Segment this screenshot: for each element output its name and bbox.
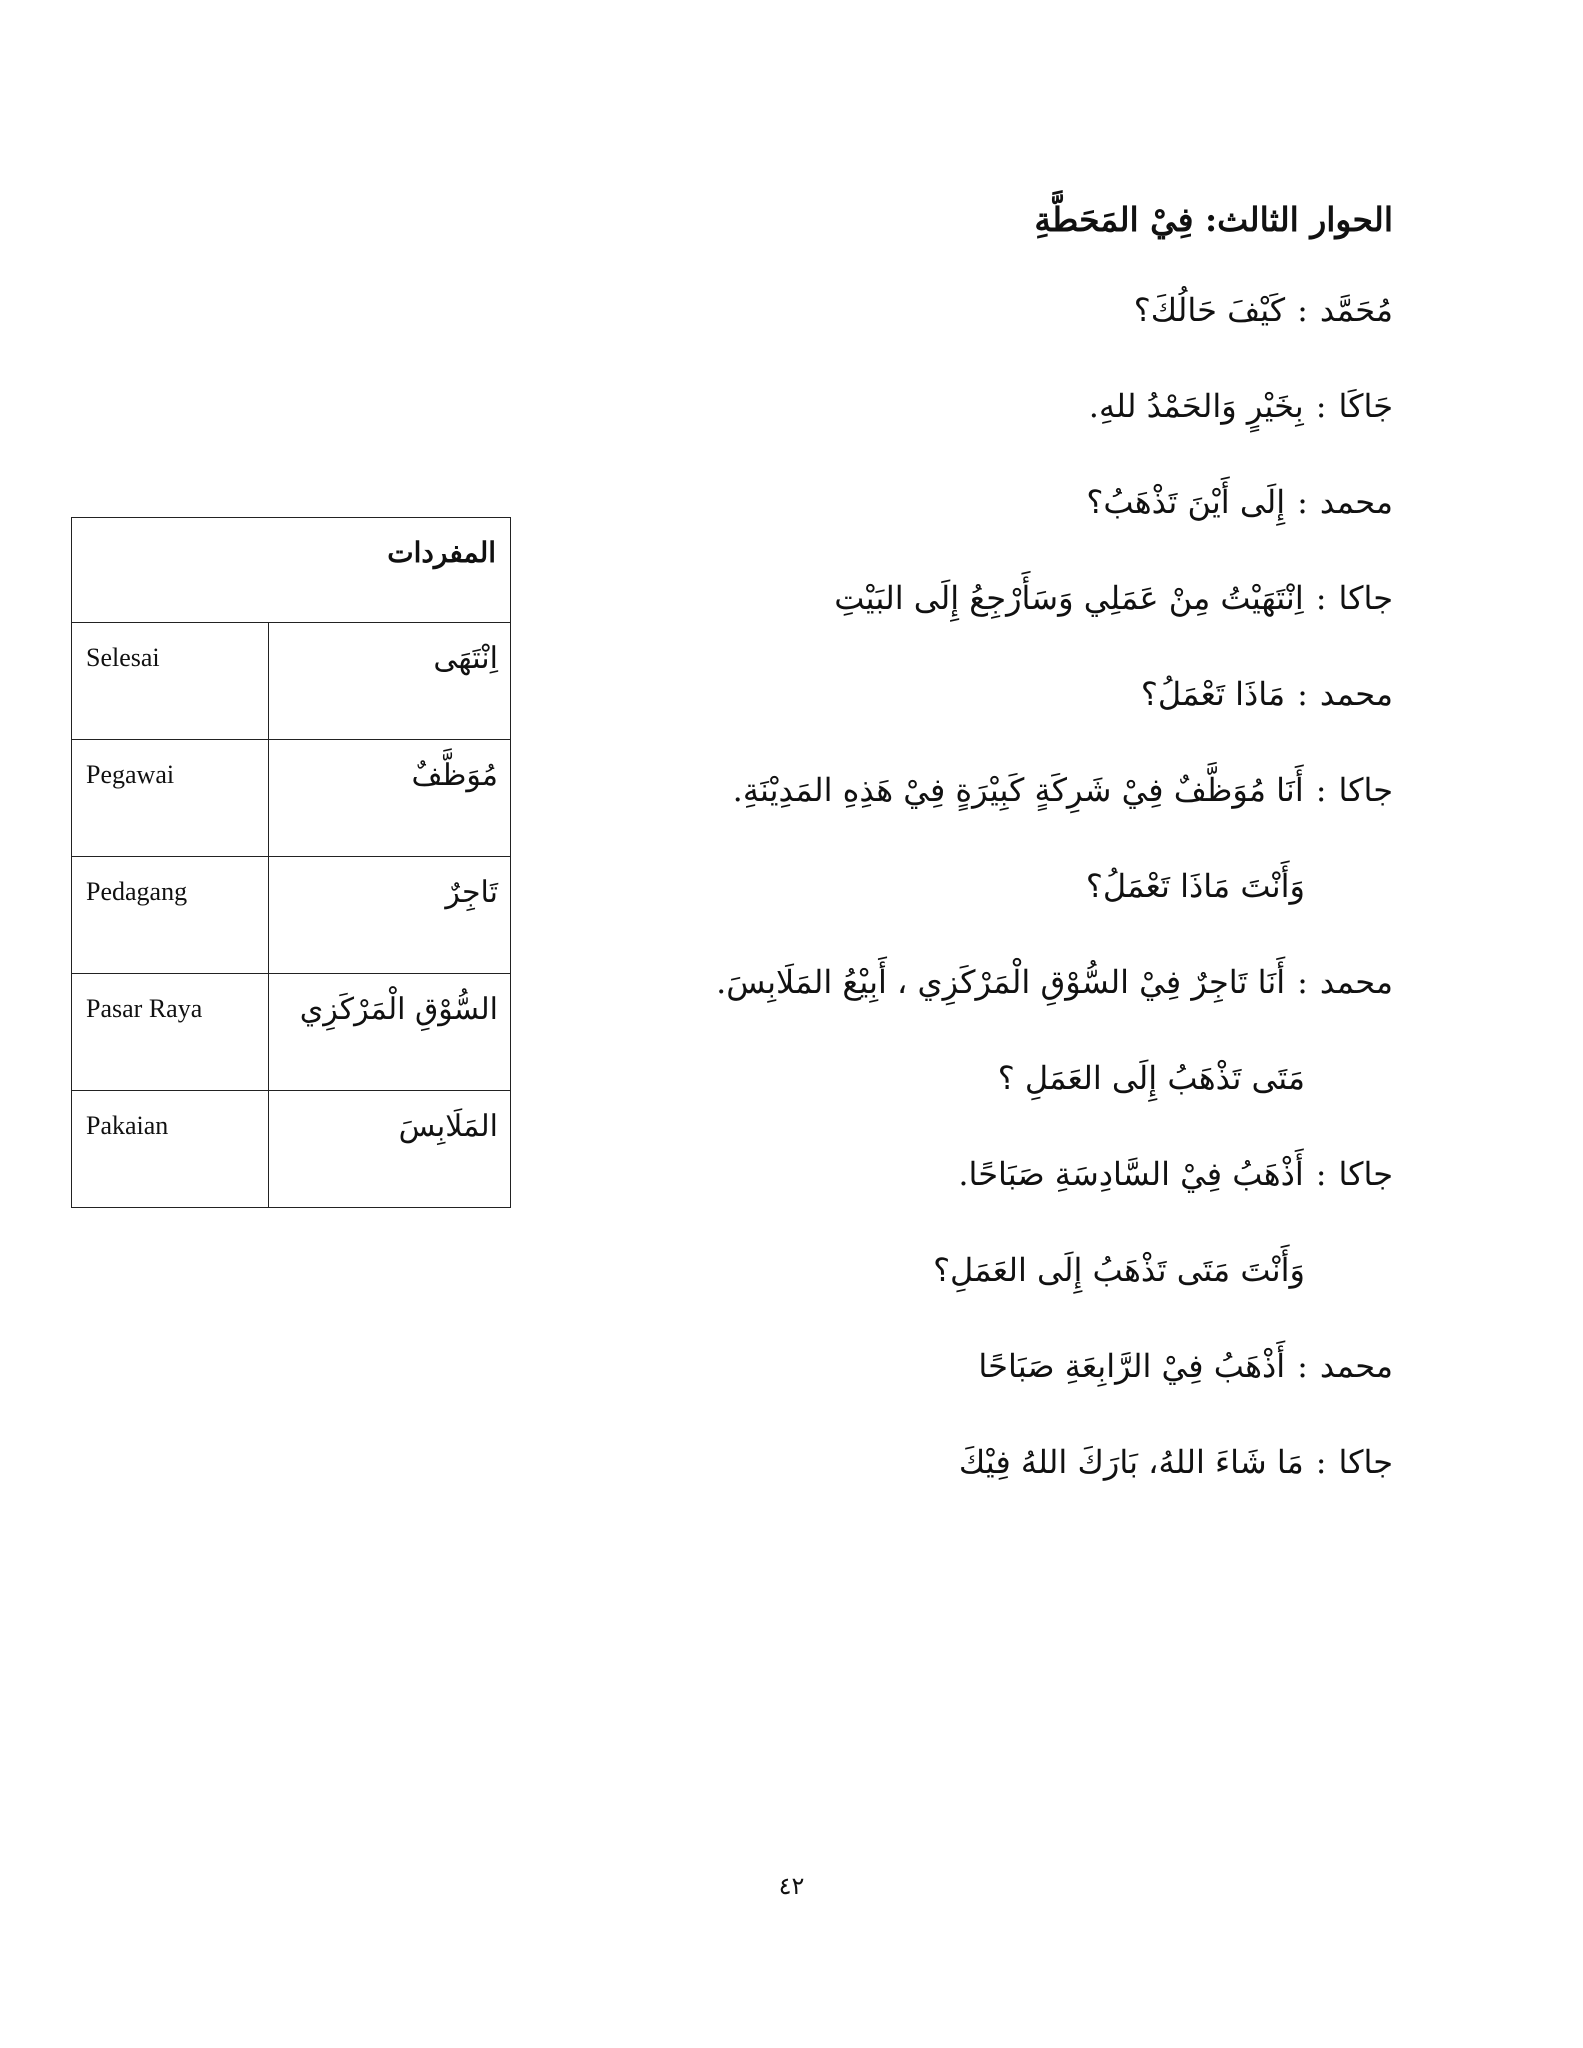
arabic-word: السُّوْقِ الْمَرْكَزِي [268, 974, 510, 1091]
speaker-name: جاكا [1338, 1155, 1393, 1193]
dialogue-line [633, 358, 1393, 454]
dialogue-line [633, 1318, 1393, 1414]
indonesian-word: Selesai [72, 623, 269, 740]
table-row [72, 740, 511, 857]
speaker-separator: : [1297, 1347, 1308, 1385]
utterance: أَذْهَبُ فِيْ السَّادِسَةِ صَبَاحًا. [958, 1155, 1304, 1193]
speaker-separator: : [1315, 387, 1327, 425]
utterance: أَنَا مُوَظَّفٌ فِيْ شَرِكَةٍ كَبِيْرَةٍ فِيْ هَذِهِ المَدِيْنَةِ. [732, 771, 1304, 809]
dialogue-line [633, 1126, 1393, 1222]
speaker-name: جاكا [1338, 1443, 1393, 1481]
vocabulary-table [71, 517, 511, 1208]
utterance: إِلَى أَيْنَ تَذْهَبُ؟ [1086, 483, 1286, 521]
vocabulary-header-row [72, 518, 511, 623]
speaker-separator: : [1315, 1155, 1327, 1193]
page-number: ٤٢ [778, 1872, 805, 1900]
speaker-separator: : [1315, 579, 1327, 617]
table-row [72, 623, 511, 740]
arabic-word: اِنْتَهَى [268, 623, 510, 740]
dialogue-section [633, 178, 1393, 1510]
dialogue-line [633, 454, 1393, 550]
table-row [72, 974, 511, 1091]
dialogue-line [633, 262, 1393, 358]
speaker-separator: : [1315, 771, 1327, 809]
dialogue-line [633, 646, 1393, 742]
arabic-word: تَاجِرٌ [268, 857, 510, 974]
speaker-name: جاكا [1338, 771, 1393, 809]
indonesian-word: Pedagang [72, 857, 269, 974]
vocabulary-heading: المفردات [72, 518, 511, 623]
utterance: اِنْتَهَيْتُ مِنْ عَمَلِي وَسَأَرْجِعُ إِلَى البَيْتِ [834, 579, 1304, 617]
speaker-name: محمد [1319, 963, 1393, 1001]
utterance: بِخَيْرٍ وَالحَمْدُ للهِ. [1088, 387, 1304, 425]
speaker-separator: : [1297, 291, 1308, 329]
speaker-name: مُحَمَّد [1319, 291, 1393, 329]
speaker-name: جَاكَا [1338, 387, 1393, 425]
dialogue-line [633, 934, 1393, 1030]
utterance: مَاذَا تَعْمَلُ؟ [1140, 675, 1286, 713]
speaker-separator: : [1315, 1443, 1327, 1481]
utterance: كَيْفَ حَالُكَ؟ [1133, 291, 1286, 329]
indonesian-word: Pakaian [72, 1091, 269, 1208]
speaker-name: محمد [1319, 1347, 1393, 1385]
speaker-separator: : [1297, 675, 1308, 713]
speaker-separator: : [1297, 963, 1308, 1001]
indonesian-word: Pasar Raya [72, 974, 269, 1091]
utterance: وَأَنْتَ مَاذَا تَعْمَلُ؟ [1085, 867, 1305, 905]
utterance: وَأَنْتَ مَتَى تَذْهَبُ إِلَى العَمَلِ؟ [933, 1251, 1305, 1289]
speaker-separator: : [1297, 483, 1308, 521]
arabic-word: مُوَظَّفٌ [268, 740, 510, 857]
speaker-name: جاكا [1338, 579, 1393, 617]
dialogue-continuation-line [633, 1222, 1393, 1318]
utterance: أَنَا تَاجِرٌ فِيْ السُّوْقِ الْمَرْكَزِي ، أَبِيْعُ المَلَابِسَ. [716, 963, 1286, 1001]
table-row [72, 857, 511, 974]
indonesian-word: Pegawai [72, 740, 269, 857]
utterance: أَذْهَبُ فِيْ الرَّابِعَةِ صَبَاحًا [978, 1347, 1286, 1385]
utterance: مَا شَاءَ اللهُ، بَارَكَ اللهُ فِيْكَ [958, 1443, 1304, 1481]
dialogue-line [633, 742, 1393, 838]
dialogue-continuation-line [633, 838, 1393, 934]
utterance: مَتَى تَذْهَبُ إِلَى العَمَلِ ؟ [997, 1059, 1305, 1097]
speaker-name: محمد [1319, 483, 1393, 521]
table-row [72, 1091, 511, 1208]
arabic-word: المَلَابِسَ [268, 1091, 510, 1208]
dialogue-continuation-line [633, 1030, 1393, 1126]
dialogue-line [633, 1414, 1393, 1510]
dialogue-line [633, 550, 1393, 646]
dialogue-title: الحوار الثالث: فِيْ المَحَطَّةِ [1034, 200, 1393, 239]
speaker-name: محمد [1319, 675, 1393, 713]
